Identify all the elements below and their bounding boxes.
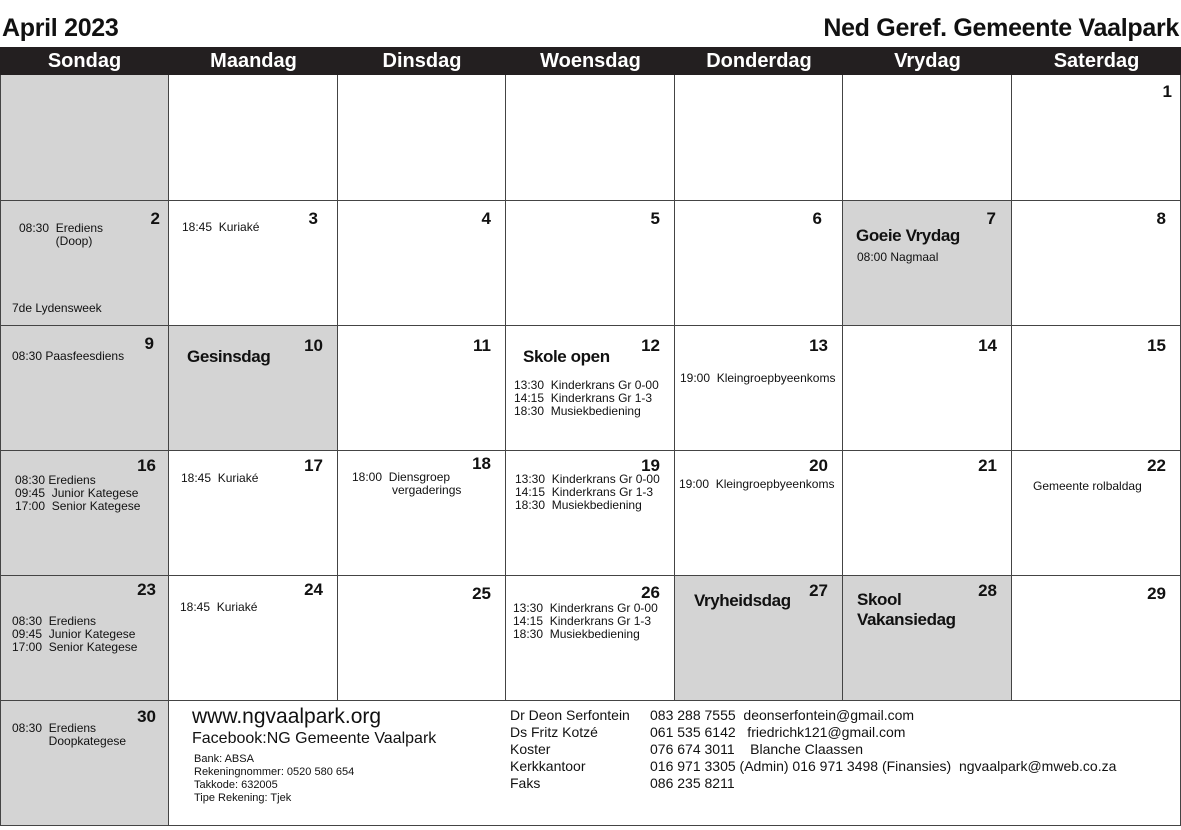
event-text: 08:30 Erediens 09:45 Junior Kategese 17:00 Senior Kategese: [12, 614, 138, 654]
day-number: 6: [812, 209, 822, 228]
day-header-friday: Vrydag: [894, 50, 961, 72]
day-number: 30: [137, 707, 156, 726]
day-cell-23: [0, 576, 169, 701]
day-cell-7: [843, 201, 1012, 326]
contact-name: Koster: [510, 741, 551, 757]
day-header-tuesday: Dinsdag: [382, 50, 462, 72]
event-text: 08:30 Paasfeesdiens: [12, 349, 125, 363]
day-cell-16: [0, 451, 169, 576]
day-header-monday: Maandag: [210, 50, 297, 72]
event-text: 18:45 Kuriaké: [181, 471, 259, 485]
day-number: 11: [473, 336, 491, 355]
weekday-header: [0, 47, 1181, 75]
event-text: 18:45 Kuriaké: [180, 600, 258, 614]
day-number: 25: [472, 584, 491, 603]
day-cell-empty: [675, 75, 843, 201]
day-cell-empty: [506, 75, 675, 201]
day-number: 4: [481, 209, 491, 228]
contact-info: 016 971 3305 (Admin) 016 971 3498 (Finansies) ngvaalpark@mweb.co.za: [650, 758, 1117, 774]
day-cell-empty: [338, 75, 506, 201]
day-number: 14: [978, 336, 997, 355]
day-cell-2: [0, 201, 169, 326]
event-text: 08:30 Erediens 09:45 Junior Kategese 17:00 Senior Kategese: [15, 473, 141, 513]
contact-name: Dr Deon Serfontein: [510, 707, 630, 723]
day-cell-12: [506, 326, 675, 451]
day-cell-28: [843, 576, 1012, 701]
event-text: 18:00 Diensgroep vergaderings: [352, 470, 462, 497]
day-number: 17: [304, 456, 323, 475]
day-cell-27: [675, 576, 843, 701]
holiday-label: Goeie Vrydag: [856, 226, 960, 245]
day-cell-15: [1012, 326, 1181, 451]
day-number: 21: [978, 456, 997, 475]
event-text: 19:00 Kleingroepbyeenkoms: [679, 477, 835, 491]
event-text: 08:30 Erediens Doopkategese: [12, 721, 127, 748]
day-cell-14: [843, 326, 1012, 451]
day-cell-25: [338, 576, 506, 701]
event-text: 13:30 Kinderkrans Gr 0-00 14:15 Kinderkrans Gr 1-3 18:30 Musiekbediening: [514, 378, 659, 418]
day-cell-19: [506, 451, 675, 576]
day-header-wednesday: Woensdag: [540, 50, 641, 72]
day-header-saturday: Saterdag: [1053, 50, 1140, 72]
contact-name: Ds Fritz Kotzé: [510, 724, 598, 740]
day-cell-6: [675, 201, 843, 326]
day-number: 24: [304, 580, 323, 599]
day-number: 5: [650, 209, 660, 228]
day-number: 29: [1147, 584, 1166, 603]
church-name: Ned Geref. Gemeente Vaalpark: [823, 14, 1179, 42]
day-number: 23: [137, 580, 156, 599]
day-cell-29: [1012, 576, 1181, 701]
day-cell-8: [1012, 201, 1181, 326]
event-text: 18:45 Kuriaké: [182, 220, 260, 234]
facebook-link[interactable]: Facebook:NG Gemeente Vaalpark: [192, 730, 437, 747]
day-number: 12: [641, 336, 660, 355]
day-cell-empty: [169, 75, 338, 201]
website-link[interactable]: www.ngvaalpark.org: [192, 705, 382, 728]
day-number: 18: [472, 454, 491, 473]
event-text: 13:30 Kinderkrans Gr 0-00 14:15 Kinderkrans Gr 1-3 18:30 Musiekbediening: [513, 601, 658, 641]
day-header-thursday: Donderdag: [706, 50, 812, 72]
day-number: 10: [304, 336, 323, 355]
day-cell-21: [843, 451, 1012, 576]
day-cell-26: [506, 576, 675, 701]
holiday-label: Vryheidsdag: [694, 591, 791, 610]
contact-info: 061 535 6142 friedrichk121@gmail.com: [650, 724, 906, 740]
day-number: 26: [641, 583, 660, 602]
day-cell-18: [338, 451, 506, 576]
day-cell-1: [1012, 75, 1181, 201]
event-text: 7de Lydensweek: [12, 301, 102, 315]
day-number: 27: [809, 581, 828, 600]
day-number: 16: [137, 456, 156, 475]
event-text: 08:00 Nagmaal: [857, 250, 939, 264]
day-cell-11: [338, 326, 506, 451]
day-header-sunday: Sondag: [47, 50, 122, 72]
day-cell-17: [169, 451, 338, 576]
day-number: 20: [809, 456, 828, 475]
day-cell-10: [169, 326, 338, 451]
day-number: 28: [978, 581, 997, 600]
day-number: 13: [809, 336, 828, 355]
day-number: 3: [308, 209, 318, 228]
day-cell-9: [0, 326, 169, 451]
contact-name: Faks: [510, 775, 541, 791]
event-text: 08:30 Erediens (Doop): [19, 221, 104, 248]
holiday-label: Skool Vakansiedag: [857, 590, 956, 629]
month-title: April 2023: [2, 14, 119, 42]
day-number: 2: [150, 209, 160, 228]
day-number: 1: [1162, 82, 1172, 101]
day-number: 9: [144, 334, 154, 353]
holiday-label: Gesinsdag: [187, 347, 271, 366]
contact-name: Kerkkantoor: [510, 758, 586, 774]
day-number: 19: [641, 456, 660, 475]
contact-info: 083 288 7555 deonserfontein@gmail.com: [650, 707, 915, 723]
event-text: 19:00 Kleingroepbyeenkoms: [680, 371, 836, 385]
contact-info-panel: [169, 701, 1181, 826]
day-cell-13: [675, 326, 843, 451]
day-cell-20: [675, 451, 843, 576]
event-heading: Skole open: [523, 347, 610, 366]
day-number: 15: [1147, 336, 1166, 355]
day-number: 8: [1156, 209, 1166, 228]
day-cell-3: [169, 201, 338, 326]
day-cell-empty: [0, 75, 169, 201]
day-number: 22: [1147, 456, 1166, 475]
contact-info: 076 674 3011 Blanche Claassen: [650, 741, 864, 757]
day-cell-empty: [843, 75, 1012, 201]
day-number: 7: [986, 209, 996, 228]
bank-details: Bank: ABSA Rekeningnommer: 0520 580 654 Takkode: 632005 Tipe Rekening: Tjek: [194, 753, 355, 804]
day-cell-22: [1012, 451, 1181, 576]
event-text: 13:30 Kinderkrans Gr 0-00 14:15 Kinderkrans Gr 1-3 18:30 Musiekbediening: [515, 472, 660, 512]
day-cell-4: [338, 201, 506, 326]
day-cell-5: [506, 201, 675, 326]
event-text: Gemeente rolbaldag: [1033, 479, 1142, 493]
contact-info: 086 235 8211: [650, 775, 735, 791]
day-cell-30: [0, 701, 169, 826]
day-cell-24: [169, 576, 338, 701]
